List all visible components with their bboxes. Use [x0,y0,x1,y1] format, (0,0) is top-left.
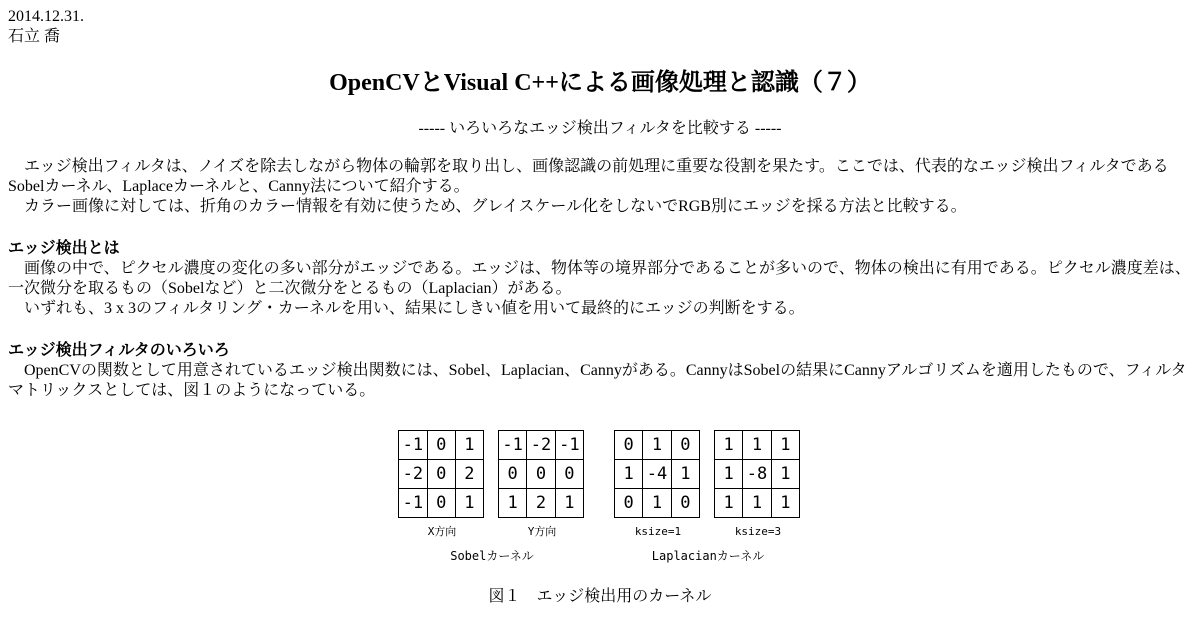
figure-caption: 図１ エッジ検出用のカーネル [488,586,712,605]
kernel-cell: 0 [555,460,583,489]
laplacian-ksize1-kernel-matrix [614,430,700,518]
kernel-cell: 0 [499,460,527,489]
matrix-label: ksize=1 [634,525,682,538]
document-date: 2014.12.31. [8,8,84,25]
section-heading: エッジ検出フィルタのいろいろ [8,342,230,359]
section-paragraph: 画像の中で、ピクセル濃度の変化の多い部分がエッジである。エッジは、物体等の境界部分であることが多いので、物体の検出に有用である。ピクセル濃度差は、一次微分を取るもの（Sobelなど）と二次微分をとるもの（Laplacian）がある。 [8,260,1191,297]
section-paragraph: いずれも、3 x 3のフィルタリング・カーネルを用い、結果にしきい値を用いて最終的にエッジの判断をする。 [24,300,805,317]
matrix-label: Y方向 [527,525,557,538]
section-edge-detection [8,239,1192,319]
kernel-cell: 0 [427,460,455,489]
section-paragraph: OpenCVの関数として用意されているエッジ検出関数には、Sobel、Laplacian、Cannyがある。CannyはSobelの結果にCannyアルゴリズムを適用したもので、フィルタマトリックスとしては、図１のようになっている。 [8,362,1187,399]
kernel-cell: -1 [499,431,527,460]
kernel-cell: 0 [671,489,699,518]
intro-section [8,157,1192,217]
kernel-cell: 0 [615,431,643,460]
kernel-cell: -1 [399,431,428,460]
sobel-y-kernel-matrix [498,430,584,518]
laplacian-ksize3-kernel-matrix [714,430,800,518]
document-author: 石立 喬 [8,28,61,45]
kernel-cell: 1 [743,431,772,460]
kernel-cell: -4 [643,460,672,489]
kernel-cell: 1 [771,431,799,460]
kernel-cell: 1 [643,489,672,518]
matrix-label: X方向 [427,525,457,538]
matrix-label: ksize=3 [734,525,782,538]
section-filter-types [8,341,1192,401]
kernel-cell: 1 [771,460,799,489]
kernel-cell: 1 [455,489,483,518]
kernel-cell: 1 [643,431,672,460]
kernel-cell: 2 [455,460,483,489]
kernel-cell: 1 [455,431,483,460]
kernel-cell: 1 [715,460,743,489]
kernel-cell: 1 [499,489,527,518]
page-subtitle: ----- いろいろなエッジ検出フィルタを比較する ----- [418,120,782,137]
kernel-cell: 1 [715,431,743,460]
kernel-cell: -2 [527,431,555,460]
kernel-cell: 1 [743,489,772,518]
document-header [8,7,84,47]
kernel-cell: 0 [671,431,699,460]
kernel-cell: -8 [743,460,772,489]
kernel-cell: 1 [615,460,643,489]
page-title: OpenCVとVisual C++による画像処理と認識（７） [329,70,871,96]
kernel-cell: 0 [427,431,455,460]
section-heading: エッジ検出とは [8,240,120,257]
kernel-cell: 0 [615,489,643,518]
kernel-group-label: Laplacianカーネル [651,549,765,563]
kernel-cell: 1 [555,489,583,518]
kernel-cell: 2 [527,489,555,518]
kernel-group-label: Sobelカーネル [450,549,534,563]
kernel-cell: -1 [555,431,583,460]
kernel-cell: 0 [527,460,555,489]
kernel-cell: 1 [771,489,799,518]
intro-paragraph-2: カラー画像に対しては、折角のカラー情報を有効に使うため、グレイスケール化をしないでRGB別にエッジを採る方法と比較する。 [24,198,967,215]
sobel-x-kernel-matrix [398,430,484,518]
kernel-cell: -1 [399,489,428,518]
kernel-cell: 1 [671,460,699,489]
kernel-figure [392,424,812,574]
kernel-cell: -2 [399,460,428,489]
intro-paragraph-1: エッジ検出フィルタは、ノイズを除去しながら物体の輪郭を取り出し、画像認識の前処理に重要な役割を果たす。ここでは、代表的なエッジ検出フィルタであるSobelカーネル、Laplaceカーネルと、Canny法について紹介する。 [8,158,1169,195]
kernel-cell: 1 [715,489,743,518]
kernel-cell: 0 [427,489,455,518]
